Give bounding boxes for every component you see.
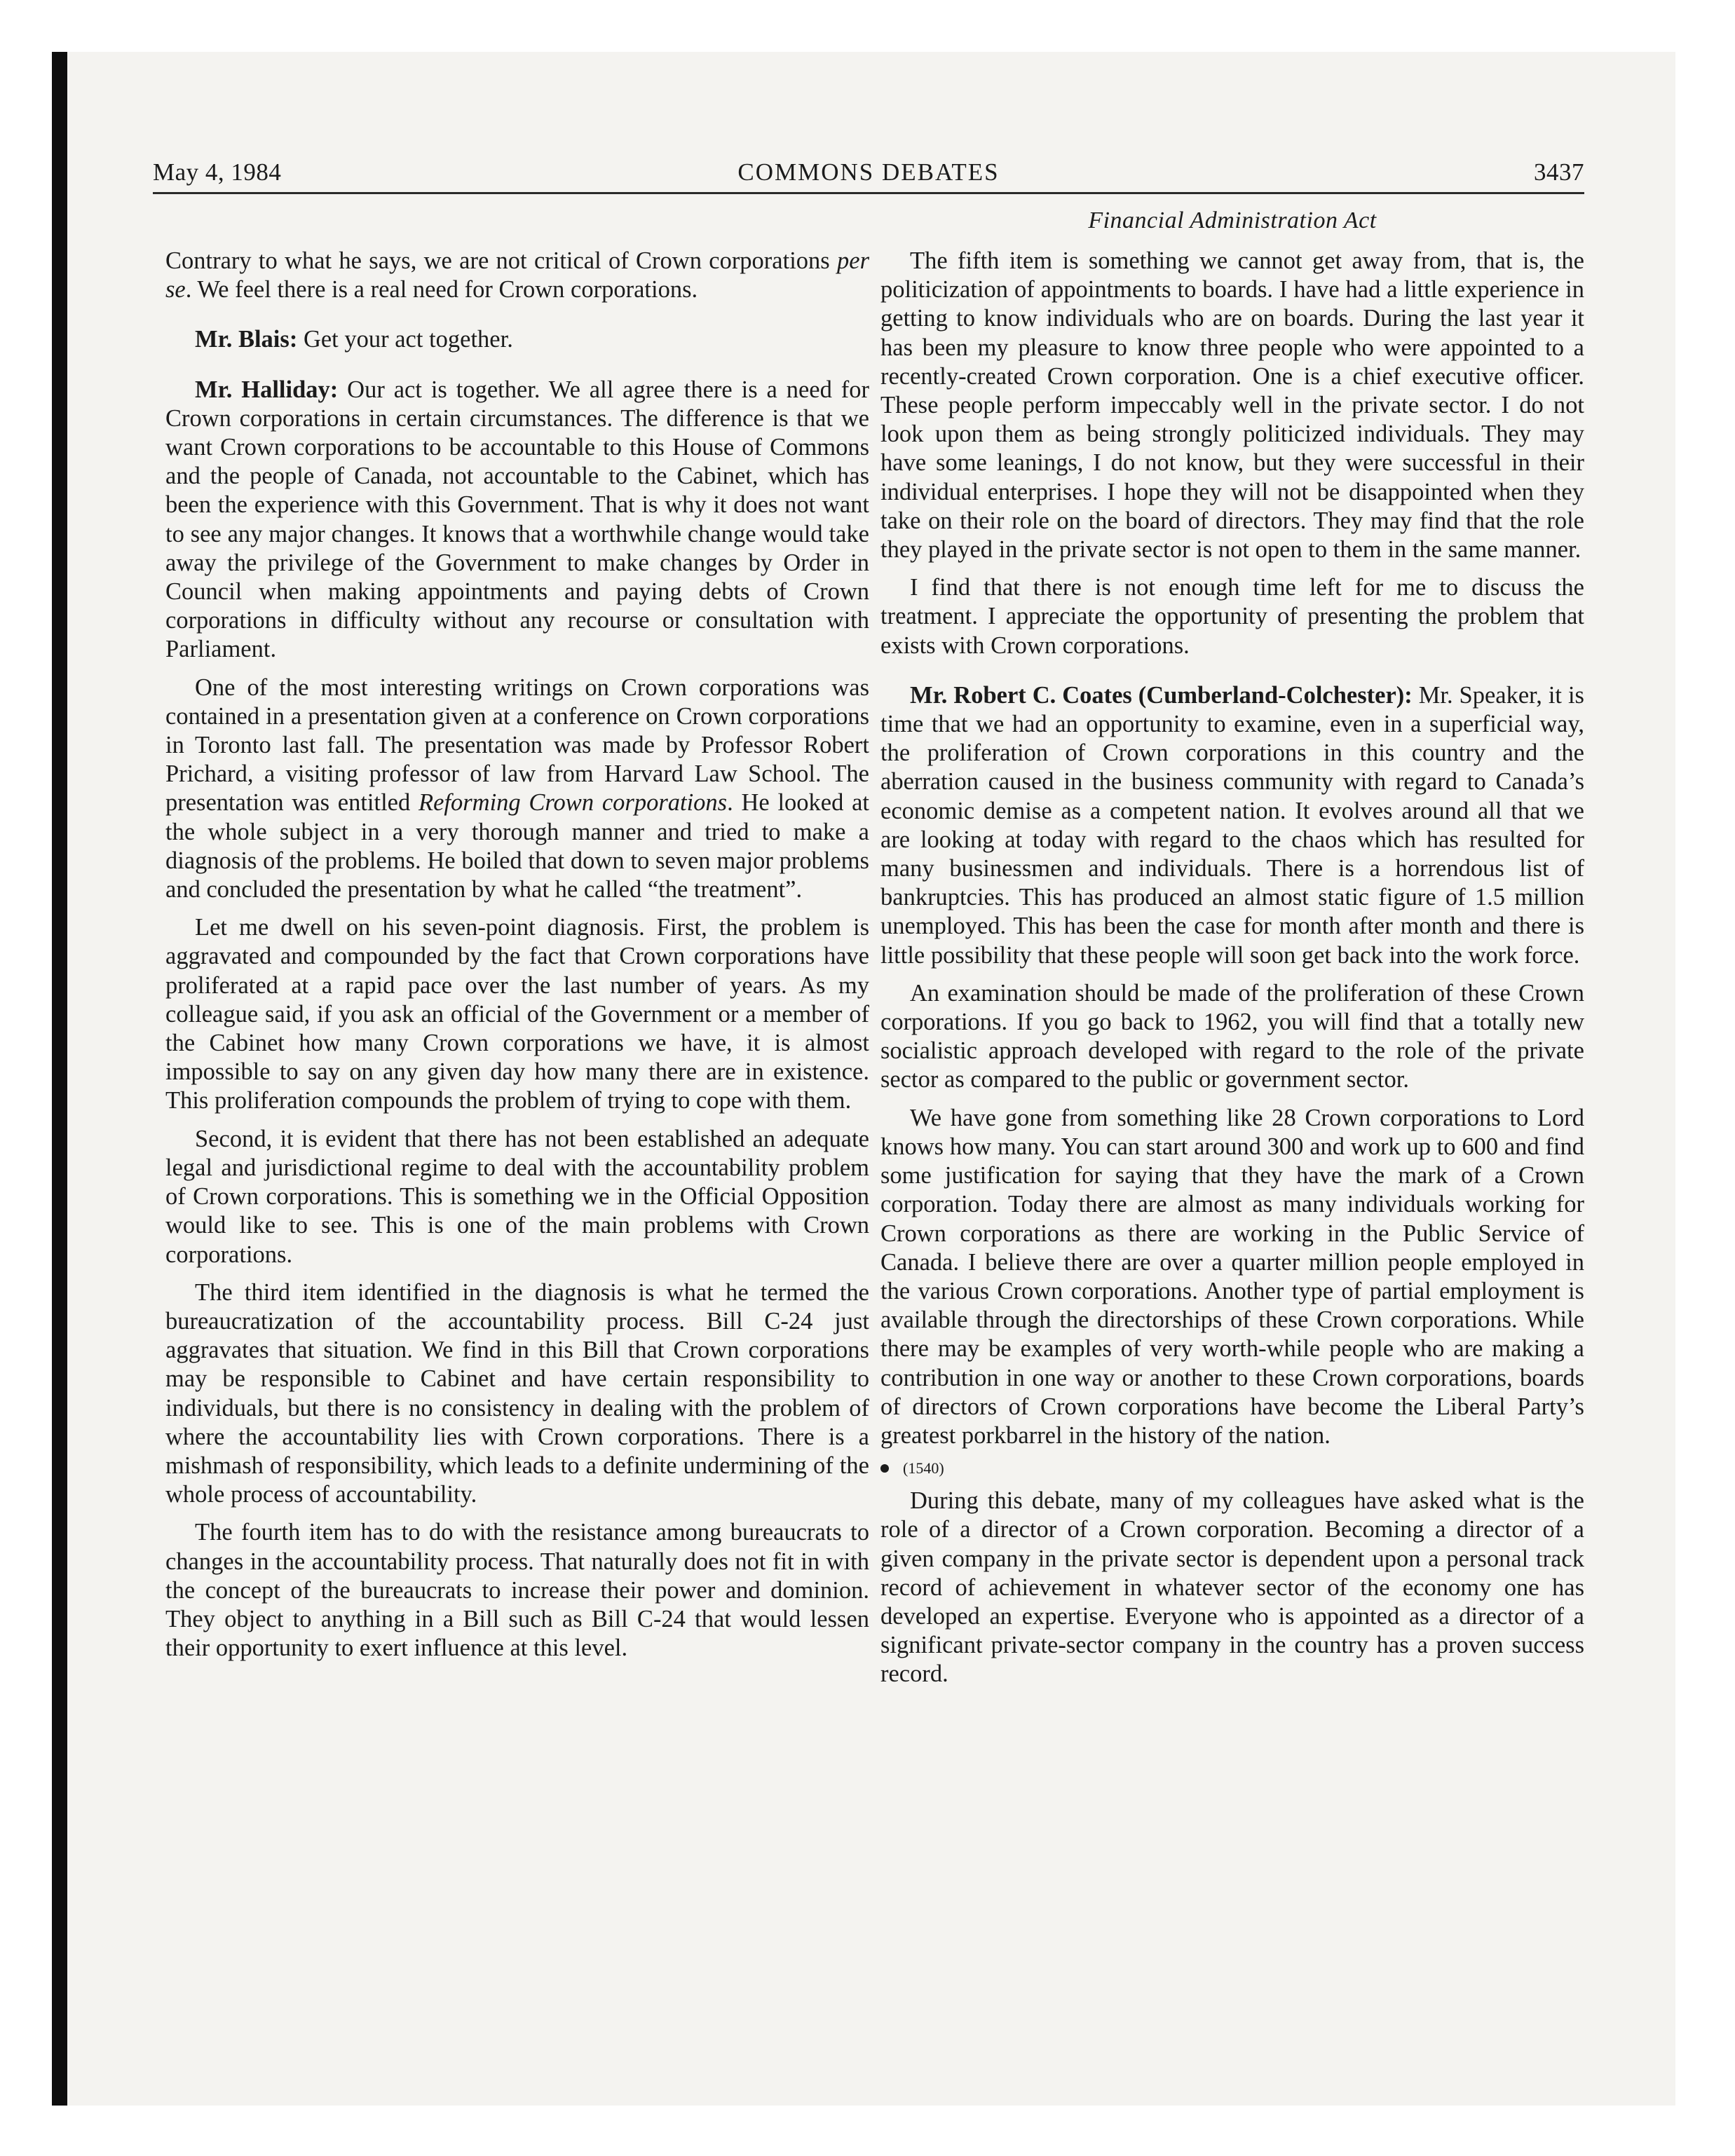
speaker-name: Mr. Robert C. Coates (Cumberland-Colchester): xyxy=(910,681,1413,709)
scan-edge xyxy=(52,52,67,2106)
header-rule xyxy=(153,192,1584,194)
paragraph-text: Contrary to what he says, we are not critical of Crown corporations xyxy=(165,247,837,274)
speaker-name: Mr. Blais: xyxy=(195,326,298,353)
paragraph: We have gone from something like 28 Crown corporations to Lord knows how many. You can start around 300 and work up to 600 and find some justification for saying that they have the mark of a Crown corporation. Today there are almost as many individuals working for Crown corporations as there are working in the Public Service of Canada. I believe there are over a quarter million people employed in the various Crown corporations. Another type of partial employment is available through the directorships of these Crown corporations. While there may be examples of very worth-while people who are making a contribution in one way or another to these Crown corporations, boards of directors of Crown corporations have become the Liberal Party’s greatest porkbarrel in the history of the nation. xyxy=(880,1104,1584,1449)
header-date: May 4, 1984 xyxy=(153,158,282,186)
paragraph-text: Mr. Speaker, it is time that we had an opportunity to examine, even in a superficial way, the proliferation of Crown corporations in this country and the aberration caused in the business community with regard to Canada’s economic demise as a competent nation. It evolves around all that we are looking at today with regard to the chaos which has resulted for many businessmen and individuals. There is a horrendous list of bankruptcies. This has produced an almost static figure of 1.5 million unemployed. This has been the case for month after month and there is little possibility that these people will soon get back into the work force. xyxy=(880,681,1584,969)
header-publication: COMMONS DEBATES xyxy=(737,158,1000,186)
bullet-icon xyxy=(880,1464,889,1473)
paragraph xyxy=(165,325,869,354)
paragraph: During this debate, many of my colleagues have asked what is the role of a director of a Crown corporation. Becoming a director of a given company in the private sector is dependent upon a personal track record of achievement in whatever sector of the economy one has developed an expertise. Everyone who is appointed as a director of a significant private-sector company in the country has a proven success record. xyxy=(880,1487,1584,1688)
paragraph: An examination should be made of the proliferation of these Crown corporations. If you go back to 1962, you will find that a totally new socialistic approach developed with regard to the role of the private sector as compared to the public or government sector. xyxy=(880,979,1584,1093)
speaker-name: Mr. Halliday: xyxy=(195,376,339,403)
left-column xyxy=(165,247,869,1672)
header-page-number: 3437 xyxy=(1534,158,1584,186)
time-marker xyxy=(880,1459,1584,1478)
paragraph xyxy=(880,681,1584,970)
paragraph: The fourth item has to do with the resistance among bureaucrats to changes in the accountability process. That naturally does not fit in with the concept of the bureaucrats to increase their power and dominion. They object to anything in a Bill such as Bill C-24 that would lessen their opportunity to exert influence at this level. xyxy=(165,1519,869,1662)
paragraph-text: One of the most interesting writings on Crown corporations was contained in a presentation given at a conference on Crown corporations in Toronto last fall. The presentation was made by Professor Robert Prichard, a visiting professor of law from Harvard Law School. The presentation was entitled xyxy=(165,674,869,817)
paragraph xyxy=(165,674,869,905)
time-marker-text: (1540) xyxy=(903,1459,944,1478)
paragraph-text: . We feel there is a real need for Crown corporations. xyxy=(185,276,698,303)
paragraph: I find that there is not enough time left for me to discuss the treatment. I appreciate the opportunity of presenting the problem that exists with Crown corporations. xyxy=(880,574,1584,659)
italic-text: Reforming Crown corporations xyxy=(419,789,728,817)
paragraph-text: . He looked at the whole subject in a very thorough manner and tried to make a diagnosis of the problems. He boiled that down to seven major problems and concluded the presentation by what he called “the treatment”. xyxy=(165,789,870,903)
paragraph: The third item identified in the diagnosis is what he termed the bureaucratization of the accountability process. Bill C-24 just aggravates that situation. We find in this Bill that Crown corporations may be responsible to Cabinet and have certain responsibility to individuals, but there is no consistency in dealing with the problem of where the accountability lies with Crown corporations. There is a mishmash of responsibility, which leads to a definite undermining of the whole process of accountability. xyxy=(165,1278,869,1508)
paragraph: Let me dwell on his seven-point diagnosis. First, the problem is aggravated and compounded by the fact that Crown corporations have proliferated at a rapid pace over the last number of years. As my colleague said, if you ask an official of the Government or a member of the Cabinet how many Crown corporations we have, it is almost impossible to say on any given day how many there are in existence. This proliferation compounds the problem of trying to cope with them. xyxy=(165,914,869,1114)
paragraph xyxy=(165,247,869,304)
page-header xyxy=(153,156,1584,192)
paragraph xyxy=(165,376,869,664)
right-column xyxy=(880,247,1584,1698)
paragraph: Second, it is evident that there has not been established an adequate legal and jurisdictional regime to deal with the accountability problem of Crown corporations. This is something we in the Official Opposition would like to see. This is one of the main problems with Crown corporations. xyxy=(165,1125,869,1268)
running-title: Financial Administration Act xyxy=(1088,207,1377,233)
paragraph-text: Get your act together. xyxy=(297,326,513,353)
italic-text: per se xyxy=(165,247,869,303)
paragraph: The fifth item is something we cannot get away from, that is, the politicization of appointments to boards. I have had a little experience in getting to know individuals who are on boards. During the last year it has been my pleasure to know three people who were appointed to a recently-created Crown corporation. One is a chief executive officer. These people perform impeccably well in the private sector. I do not look upon them as being strongly politicized individuals. They may have some leanings, I do not know, but they were successful in their individual enterprises. I hope they will not be disappointed when they take on their role on the board of directors. They may find that the role they played in the private sector is not open to them in the same manner. xyxy=(880,247,1584,564)
paragraph-text: Our act is together. We all agree there is a need for Crown corporations in certain circumstances. The difference is that we want Crown corporations to be accountable to this House of Commons and the people of Canada, not accountable to the Cabinet, which has been the experience with this Government. That is why it does not want to see any major changes. It knows that a worthwhile change would take away the privilege of the Government to make changes by Order in Council when making appointments and paying debts of Crown corporations in difficulty without any recourse or consultation with Parliament. xyxy=(165,376,869,663)
